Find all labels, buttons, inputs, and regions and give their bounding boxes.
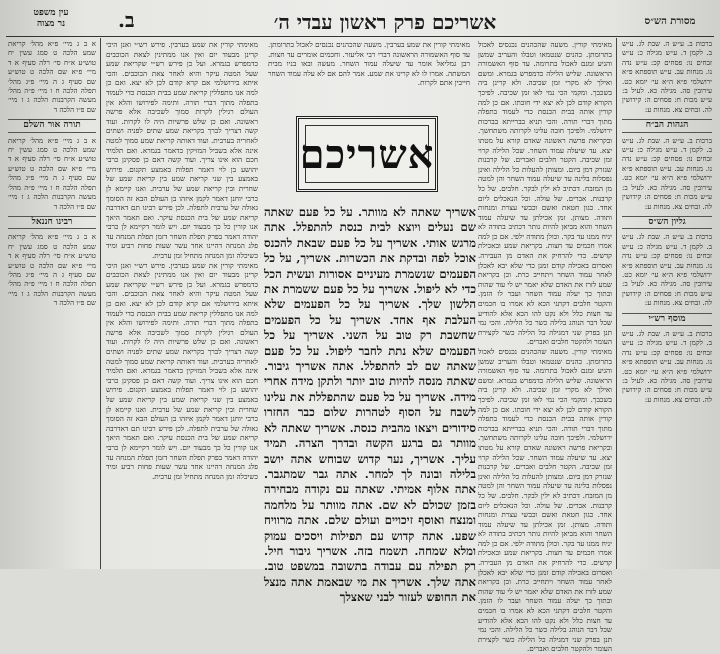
header-rule <box>6 36 714 37</box>
ein-mishpat-column <box>8 40 96 309</box>
page-title: אשריכם פרק ראשון עבדי ה׳ <box>273 10 497 34</box>
mishnah-text: מאימתי קורין את שמע בערבין. משעה שהכהנים נכנסים לאכול בתרומתן. עד סוף האשמורה הראשונה דברי רבי אליעזר. וחכמים אומרים עד חצות. רבן גמליאל אומר עד שיעלה עמוד השחר. מעשה ובאו בניו מבית המשתה. אמרו לו לא קרינו את שמע. אמר להם אם לא עלה עמוד השחר חייבין אתם לקרות. <box>268 40 470 88</box>
musaf-rashi-label: מוסף רש״י <box>622 313 712 326</box>
rabbeinu-chananel-label: רבינו חננאל <box>8 216 96 229</box>
rashi-text-2: מאימתי קורין. משעה שהכהנים נכנסים לאכול בתרומתן. כהנים שנטמאו וטבלו והעריב שמשן והגיע זמנם לאכול בתרומה. עד סוף האשמורה הראשונה. שליש הלילה כדמפרש בגמרא. ומשם ואילך לא מקרי זמן שכיבה. ולא קרינן ביה בשכבך. ומקמי הכי נמי לאו זמן שכיבה. לפיכך הקורא קודם לכן לא יצא ידי חובתו. אם כן למה קורין אותה בבית הכנסת כדי לעמוד בתפלה מתוך דברי תורה. והכי תניא בברייתא בברכות ירושלמי. ולפיכך חובה עלינו לקרותה משתחשך. ובקריאת פרשה ראשונה שאדם קורא על מטתו יצא. עד שיעלה עמוד השחר. שכל הלילה קרוי זמן שכיבה. הקטר חלבים ואברים. של קרבנות שנזרק דמן ביום. ומצותן להעלות כל הלילה ואינן נפסלות בלינה עד שיעלה עמוד השחר והן למטה מן המזבח. דכתיב לא ילין לבקר. חלבים. של כל קרבנות. אברים. של עולה. וכל הנאכלים ליום אחד. כגון חטאת ואשם וכבשי עצרת ומנחות ותודה. מצותן. זמן אכילתן עד שיעלה עמוד השחר והוא מביאן להיות נותר דכתיב בתודה לא יניח ממנו עד בקר. וכולן מתודה ילפי. אם כן למה אמרו חכמים עד חצות. בקריאת שמע ובאכילת קדשים. כדי להרחיק את האדם מן העבירה. ואסרום באכילה קודם זמנן כדי שלא יבא לאכלן לאחר עמוד השחר ויתחייב כרת. וכן בקריאת שמע לזרז את האדם שלא יאמר יש לי עוד שהות ובתוך כך יעלה עמוד השחר ועבר לו הזמן. והקטר חלבים דקתני הכא לא אמרו בו חכמים עד חצות כלל ולא נקט להו הכא אלא להודיע שכל דבר הנוהג בלילה כשר כל הלילה. והכי נמי תנן בפרק שני דמגילה כל הלילה כשר לקצירת העומר ולהקטר חלבים ואברים. <box>478 347 612 654</box>
masoret-hashas-text-2: ברכות ב. ע״ש ה. שבת לג. ע״ש ב. לקמן ד. ע״ש מגילה כ: ע״ש זבחים נו: פסחים קכ: ע״ש נדה נו. מנחות עב. ע״ש תוספתא פ״א ירושלמי פ״א ה״א עי׳ יומא כט. עירובין סה. מגילה כא. לעיל ב: ע״ש מכות ח: פסחים ה: קידושין לה. זבחים צא. מנחות ע: <box>622 136 712 211</box>
tosafot-text-2: מאימתי קורין את שמע בערבין. פירש רש״י ואנן היכי קרינן מבעוד יום ואין אנו ממתינין לצאת הכוכבים כדמפרש בגמרא. ועל כן פירש רש״י שקריאת שמע שעל המטה עיקר והיא לאחר צאת הכוכבים. והכי איתא בירושלמי אם קרא קודם לכן לא יצא. ואם כן למה אנו מתפללין קריאת שמע בבית הכנסת כדי לעמוד בתפלה מתוך דברי תורה. ותימה לפירושו והלא אין העולם רגילין לקרות סמוך לשכיבה אלא פרשה ראשונה. ואם כן שלש פרשיות היה לו לקרות. ועוד קשה דצריך לברך בקריאת שמע שתים לפניה ושתים לאחריה בערבית. ועוד דאותה קריאת שמע סמוך למטה אינה אלא בשביל המזיקין כדאמר בגמרא. ואם תלמיד חכם הוא אינו צריך. ועוד קשה דאם כן פסקינן כרבי יהושע בן לוי דאמר תפלות באמצע תקנום. פירוש באמצע בין שני קריאת שמע בין קריאת שמע של שחרית ובין קריאת שמע של ערבית. ואנו קיימא לן כרבי יוחנן דאמר לקמן איזהו בן העולם הבא זה הסומך גאולה של ערבית לתפלה. לכן פירש רבינו תם דאדרבה קריאת שמע של בית הכנסת עיקר. ואם תאמר היאך אנו קורין כל כך מבעוד יום. ויש לומר דקיימא לן כרבי יהודה דאמר בפרק תפלת השחר דזמן תפלת המנחה עד פלג המנחה דהיינו אחד עשר שעות פחות רביע ומיד כשיכלה זמן המנחה מתחיל זמן ערבית. <box>106 260 258 481</box>
hagahot-habach-label: הגהות הב״ח <box>622 119 712 132</box>
gilyon-hashas-label: גליון הש״ס <box>622 216 712 229</box>
mishnah-top-block <box>268 40 470 110</box>
torah-or-label: תורה אור השלם <box>8 119 96 132</box>
ein-mishpat-header: עין משפט נר מצוה <box>33 8 69 29</box>
masoret-hashas-column <box>622 40 712 405</box>
tosafot-text: מאימתי קורין את שמע בערבין. פירש רש״י ואנן היכי קרינן מבעוד יום ואין אנו ממתינין לצאת הכוכבים כדמפרש בגמרא. ועל כן פירש רש״י שקריאת שמע שעל המטה עיקר והיא לאחר צאת הכוכבים. והכי איתא בירושלמי אם קרא קודם לכן לא יצא. ואם כן למה אנו מתפללין קריאת שמע בבית הכנסת כדי לעמוד בתפלה מתוך דברי תורה. ותימה לפירושו והלא אין העולם רגילין לקרות סמוך לשכיבה אלא פרשה ראשונה. ואם כן שלש פרשיות היה לו לקרות. ועוד קשה דצריך לברך בקריאת שמע שתים לפניה ושתים לאחריה בערבית. ועוד דאותה קריאת שמע סמוך למטה אינה אלא בשביל המזיקין כדאמר בגמרא. ואם תלמיד חכם הוא אינו צריך. ועוד קשה דאם כן פסקינן כרבי יהושע בן לוי דאמר תפלות באמצע תקנום. פירוש באמצע בין שני קריאת שמע בין קריאת שמע של שחרית ובין קריאת שמע של ערבית. ואנו קיימא לן כרבי יוחנן דאמר לקמן איזהו בן העולם הבא זה הסומך גאולה של ערבית לתפלה. לכן פירש רבינו תם דאדרבה קריאת שמע של בית הכנסת עיקר. ואם תאמר היאך אנו קורין כל כך מבעוד יום. ויש לומר דקיימא לן כרבי יהודה דאמר בפרק תפלת השחר דזמן תפלת המנחה עד פלג המנחה דהיינו אחד עשר שעות פחות רביע ומיד כשיכלה זמן המנחה מתחיל זמן ערבית. <box>106 40 258 261</box>
masoret-hashas-text-3: ברכות ב. ע״ש ה. שבת לג. ע״ש ב. לקמן ד. ע״ש מגילה כ: ע״ש זבחים נו: פסחים קכ: ע״ש נדה נו. מנחות עב. ע״ש תוספתא פ״א ירושלמי פ״א ה״א עי׳ יומא כט. עירובין סה. מגילה כא. לעיל ב: ע״ש מכות ח: פסחים ה: קידושין לה. זבחים צא. מנחות ע: <box>622 233 712 308</box>
main-text-column <box>264 205 476 605</box>
ein-mishpat-text-3: א ב ג מיי׳ פ״א מהל׳ קריאת שמע הלכה ט סמג עשין יח טוש״ע א״ח סי׳ רלה סעיף א ד מיי׳ פ״א שם הלכה ט טוש״ע שם סעיף ג ה מיי׳ פ״ג מהל׳ תפלה הלכה ח ו מיי׳ פ״ה מהל׳ מעשה הקרבנות הלכה ג ז מיי׳ שם פ״ו הלכה ד <box>8 233 96 308</box>
ein-mishpat-text: א ב ג מיי׳ פ״א מהל׳ קריאת שמע הלכה ט סמג עשין יח טוש״ע א״ח סי׳ רלה סעיף א ד מיי׳ פ״א שם הלכה ט טוש״ע שם סעיף ג ה מיי׳ פ״ג מהל׳ תפלה הלכה ח ו מיי׳ פ״ה מהל׳ מעשה הקרבנות הלכה ג ז מיי׳ שם פ״ו הלכה ד <box>8 40 96 114</box>
column-divider-right <box>616 38 617 569</box>
column-divider-left <box>100 38 101 569</box>
masoret-hashas-header: מסורת הש״ס <box>644 16 696 27</box>
ein-mishpat-text-2: א ב ג מיי׳ פ״א מהל׳ קריאת שמע הלכה ט סמג עשין יח טוש״ע א״ח סי׳ רלה סעיף א ד מיי׳ פ״א שם הלכה ט טוש״ע שם סעיף ג ה מיי׳ פ״ג מהל׳ תפלה הלכה ח ו מיי׳ פ״ה מהל׳ מעשה הקרבנות הלכה ג ז מיי׳ שם פ״ו הלכה ד <box>8 136 96 211</box>
page-number: ב. <box>118 8 135 32</box>
masoret-hashas-text: ברכות ב. ע״ש ה. שבת לג. ע״ש ב. לקמן ד. ע״ש מגילה כ: ע״ש זבחים נו: פסחים קכ: ע״ש נדה נו. מנחות עב. ע״ש תוספתא פ״א ירושלמי פ״א ה״א עי׳ יומא כט. עירובין סה. מגילה כא. לעיל ב: ע״ש מכות ח: פסחים ה: קידושין לה. זבחים צא. מנחות ע: <box>622 40 712 114</box>
main-text: אשריך שאתה לא מוותר. על כל פעם שאתה שם נעלים ויוצא לבית כנסת להתפלל. אתה מרגש אותי. אשריך על כל פעם שבאת להכנס אוכל לפה ובדקת את הכשרות. אשריך, על כל הפעמים שנשמרת מעיניים אסורות ועשית הכל כדי לא ליפול. אשריך על כל פעם ששמרת את הלשון שלך. אשריך על כל הפעמים שלא העלבת אף אחד. אשריך על כל הפעמים שחשבת רק טוב על השני. אשריך על כל הפעמים שלא נתת לחבר ליפול. על כל פעם שאתה שם לב להתפלל. אתה אשריך גיבור. שאתה מנסה להיות טוב יותר ולתקן מידה אחרי מידה. אשריך על כל פעם שהתפללת את עלינו לשבח על הסוף לטהרות שלום כבר החזרו סידורים ויצאו מהבית כנסת. אשריך שאתה לא מוותר גם ברגע הקשה ובדרך הצרה. תמיד עליך. אשריך, נער קדוש שבוחש אתה יושב בלילה ובונה לך למחר. אתה גבר שמתגבר. אתה אלוף אמיתי. שאתה עם נקודה מבחירה בזמן שכולם לא שם. אתה מוותר על מלחמה ומנצח ואוסף זיכויים ועולם שלם. אתה מרוויח שפע. אתה קדוש עם תפילות ויסכים עמוק ומלא שמחה. תשמח בזה. אשריך גיבור חיל. רק תפילה עם עבודה בתשובה במשפט טוב. אתה שלך. אשריך את מי שבאמת אתה מנצל את החופש לעזור לבני שאצלך <box>264 205 476 605</box>
opening-word-frame <box>296 116 438 192</box>
masoret-hashas-text-4: ברכות ב. ע״ש ה. שבת לג. ע״ש ב. לקמן ד. ע״ש מגילה כ: ע״ש זבחים נו: פסחים קכ: ע״ש נדה נו. מנחות עב. ע״ש תוספתא פ״א ירושלמי פ״א ה״א עי׳ יומא כט. עירובין סה. מגילה כא. לעיל ב: ע״ש מכות ח: פסחים ה: קידושין לה. זבחים צא. מנחות ע: <box>622 329 712 404</box>
rashi-column <box>478 40 612 654</box>
rashi-text: מאימתי קורין. משעה שהכהנים נכנסים לאכול בתרומתן. כהנים שנטמאו וטבלו והעריב שמשן והגיע זמנם לאכול בתרומה. עד סוף האשמורה הראשונה. שליש הלילה כדמפרש בגמרא. ומשם ואילך לא מקרי זמן שכיבה. ולא קרינן ביה בשכבך. ומקמי הכי נמי לאו זמן שכיבה. לפיכך הקורא קודם לכן לא יצא ידי חובתו. אם כן למה קורין אותה בבית הכנסת כדי לעמוד בתפלה מתוך דברי תורה. והכי תניא בברייתא בברכות ירושלמי. ולפיכך חובה עלינו לקרותה משתחשך. ובקריאת פרשה ראשונה שאדם קורא על מטתו יצא. עד שיעלה עמוד השחר. שכל הלילה קרוי זמן שכיבה. הקטר חלבים ואברים. של קרבנות שנזרק דמן ביום. ומצותן להעלות כל הלילה ואינן נפסלות בלינה עד שיעלה עמוד השחר והן למטה מן המזבח. דכתיב לא ילין לבקר. חלבים. של כל קרבנות. אברים. של עולה. וכל הנאכלים ליום אחד. כגון חטאת ואשם וכבשי עצרת ומנחות ותודה. מצותן. זמן אכילתן עד שיעלה עמוד השחר והוא מביאן להיות נותר דכתיב בתודה לא יניח ממנו עד בקר. וכולן מתודה ילפי. אם כן למה אמרו חכמים עד חצות. בקריאת שמע ובאכילת קדשים. כדי להרחיק את האדם מן העבירה. ואסרום באכילה קודם זמנן כדי שלא יבא לאכלן לאחר עמוד השחר ויתחייב כרת. וכן בקריאת שמע לזרז את האדם שלא יאמר יש לי עוד שהות ובתוך כך יעלה עמוד השחר ועבר לו הזמן. והקטר חלבים דקתני הכא לא אמרו בו חכמים עד חצות כלל ולא נקט להו הכא אלא להודיע שכל דבר הנוהג בלילה כשר כל הלילה. והכי נמי תנן בפרק שני דמגילה כל הלילה כשר לקצירת העומר ולהקטר חלבים ואברים. <box>478 40 612 347</box>
opening-word: אשריכם <box>299 130 435 178</box>
running-head <box>0 8 720 36</box>
tosafot-column <box>106 40 258 481</box>
